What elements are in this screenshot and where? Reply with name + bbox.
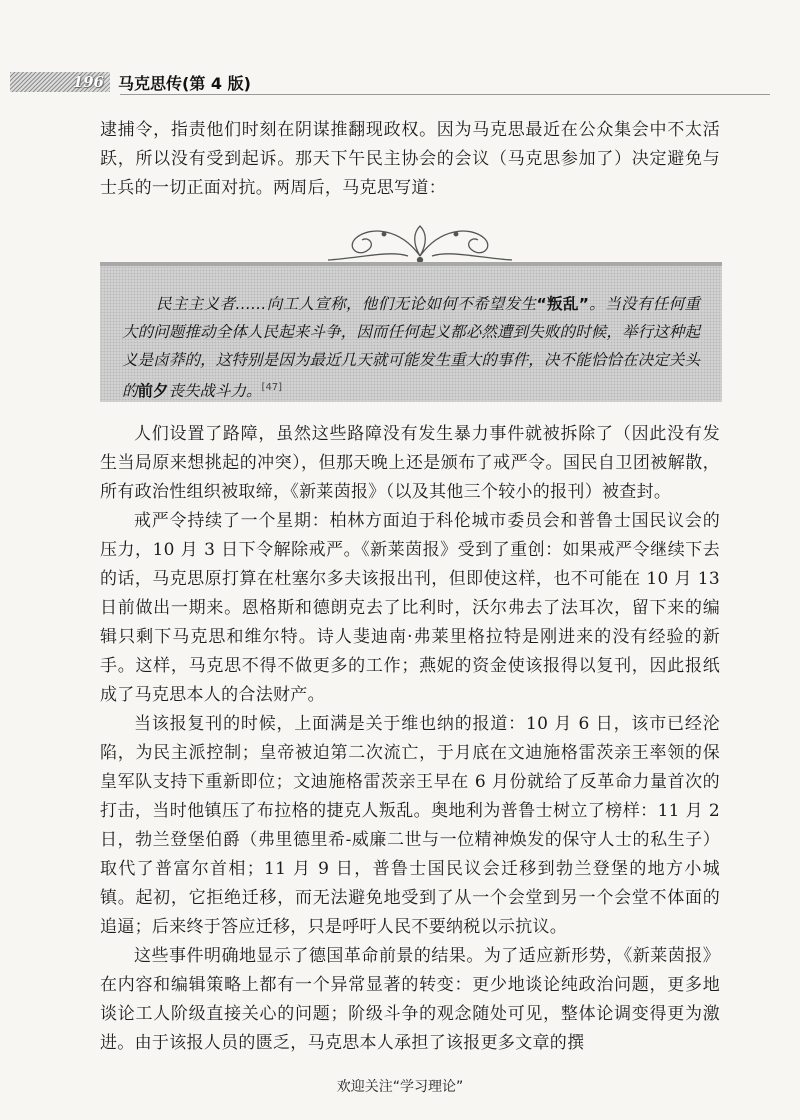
quote-emphasis-rebellion: “叛乱” [536, 295, 589, 313]
intro-block [100, 116, 720, 203]
paragraph-new-situation: 这些事件明确地显示了德国革命前景的结果。为了适应新形势，《新莱茵报》在内容和编辑策略上都有一个异常显著的转变：更少地谈论纯政治问题，更多地谈论工人阶级直接关心的问题；阶级斗争的观念随处可见，整体论调变得更为激进。由于该报人员的匮乏，马克思本人承担了该报更多文章的撰 [100, 946, 720, 1053]
quote-part-2: 。当没有任何重大的问题推动全体人民起来斗争，因而任何起义都必然遭到失败的时候，举行这种起义是卤莽的，这特别是因为最近几天就可能发生重大的事件，决不能恰恰在决定关头的 [122, 295, 700, 400]
intro-paragraph: 逮捕令，指责他们时刻在阴谋推翻现政权。因为马克思最近在公众集会中不太活跃，所以没有受到起诉。那天下午民主协会的会议（马克思参加了）决定避免与士兵的一切正面对抗。两周后，马克思写道： [100, 120, 720, 198]
page-number-block [10, 72, 110, 92]
quotation-box [100, 262, 722, 402]
book-title: 马克思传(第 4 版) [118, 73, 251, 93]
paragraph-barricades: 人们设置了路障，虽然这些路障没有发生暴力事件就被拆除了（因此没有发生当局原来想挑起的冲突），但那天晚上还是颁布了戒严令。国民自卫团被解散，所有政治性组织被取缔，《新莱茵报》（以及其他三个较小的报刊）被查封。 [100, 424, 720, 502]
header-rule [120, 94, 770, 95]
quote-emphasis-eve: 前夕 [137, 382, 169, 400]
quotation-text [122, 290, 700, 405]
footnote-reference: [47] [261, 382, 283, 393]
page-number: 196 [72, 73, 104, 91]
flourish-ornament-icon [320, 220, 520, 264]
page-footer: 欢迎关注“学习理论” [336, 1079, 464, 1095]
paragraph-vienna: 当该报复刊的时候，上面满是关于维也纳的报道：10 月 6 日，该市已经沦陷，为民主派控制；皇帝被迫第二次流亡，于月底在文迪施格雷茨亲王率领的保皇军队支持下重新即位；文迪施格雷茨亲王早在 6 月份就给了反革命力量首次的打击，当时他镇压了布拉格的捷克人叛乱。奥地利为普鲁士树立了榜样：11 月 2 日，勃兰登堡伯爵（弗里德里希-威廉二世与一位精神焕发的保守人士的私生子）取代了普富尔首相；11 月 9 日，普鲁士国民议会迁移到勃兰登堡的地方小城镇。起初，它拒绝迁移，而无法避免地受到了从一个会堂到另一个会堂不体面的追逼；后来终于答应迁移，只是呼吁人民不要纳税以示抗议。 [100, 714, 720, 937]
quote-part-3: 丧失战斗力。 [168, 382, 262, 400]
running-header [10, 72, 770, 92]
quote-part-1: 民主主义者……向工人宣称，他们无论如何不希望发生 [156, 295, 537, 313]
paragraph-martial-law: 戒严令持续了一个星期：柏林方面迫于科伦城市委员会和普鲁士国民议会的压力，10 月 3 日下令解除戒严。《新莱茵报》受到了重创：如果戒严令继续下去的话，马克思原打算在杜塞尔多夫该报出刊，但即使这样，也不可能在 10 月 13 日前做出一期来。恩格斯和德朗克去了比利时，沃尔弗去了法耳次，留下来的编辑只剩下马克思和维尔特。诗人斐迪南·弗莱里格拉特是刚进来的没有经验的新手。这样，马克思不得不做更多的工作；燕妮的资金使该报得以复刊，因此报纸成了马克思本人的合法财产。 [100, 511, 720, 705]
main-text [100, 420, 720, 1058]
